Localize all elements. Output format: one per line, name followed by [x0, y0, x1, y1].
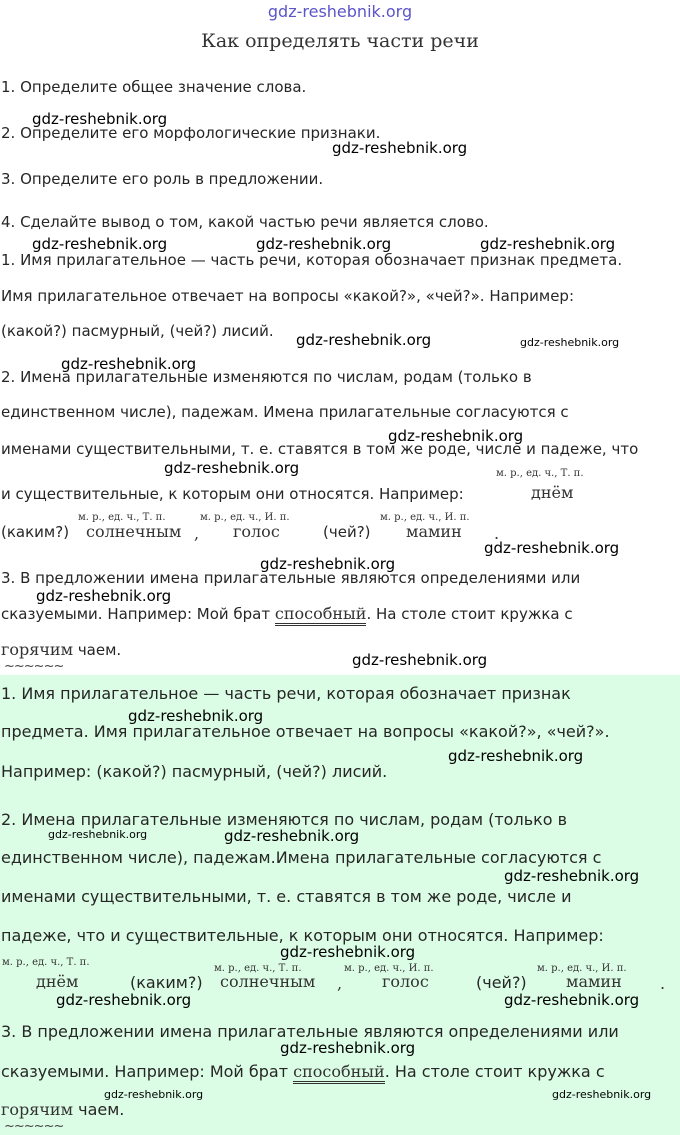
- note-dnem: м. р., ед. ч., Т. п.: [496, 468, 584, 479]
- wavy-underline-goryachim: ~~~~~~: [4, 659, 64, 674]
- a3-line-2: [1, 1062, 605, 1081]
- a-word-chey: (чей?): [476, 973, 527, 992]
- a-word-kakim: (каким?): [130, 973, 203, 992]
- watermark[interactable]: gdz-reshebnik.org: [504, 991, 640, 1009]
- watermark-small[interactable]: gdz-reshebnik.org: [520, 336, 620, 349]
- watermark[interactable]: gdz-reshebnik.org: [388, 427, 524, 445]
- step-2: 2. Определите его морфологические признаки.: [1, 124, 381, 142]
- a3-line-3-end: чаем.: [73, 1100, 125, 1119]
- a-note-solnechnym: м. р., ед. ч., Т. п.: [214, 963, 302, 974]
- a-word-golos: голос: [382, 972, 429, 991]
- a2-line-3: именами существительными, т. е. ставятся в том же роде, числе и: [1, 887, 572, 906]
- watermark[interactable]: gdz-reshebnik.org: [480, 235, 616, 253]
- a3-line-2-start: сказуемыми. Например: Мой брат: [1, 1062, 294, 1081]
- word-chey: (чей?): [323, 523, 371, 541]
- watermark[interactable]: gdz-reshebnik.org: [280, 1039, 416, 1057]
- watermark[interactable]: gdz-reshebnik.org: [56, 991, 192, 1009]
- a-word-mamin: мамин: [566, 972, 622, 991]
- watermark[interactable]: gdz-reshebnik.org: [36, 587, 172, 605]
- a-period: .: [660, 974, 666, 993]
- a2-line-4: падеже, что и существительные, к которым они относятся. Например:: [1, 926, 604, 945]
- watermark[interactable]: gdz-reshebnik.org: [32, 235, 168, 253]
- watermark[interactable]: gdz-reshebnik.org: [296, 331, 432, 349]
- p3-line-2-end: . На столе стоит кружка с: [366, 605, 573, 623]
- word-dnem: днём: [531, 483, 574, 502]
- watermark-small[interactable]: gdz-reshebnik.org: [104, 1088, 204, 1101]
- watermark[interactable]: gdz-reshebnik.org: [164, 459, 300, 477]
- a3-line-2-end: . На столе стоит кружка с: [384, 1062, 605, 1081]
- watermark[interactable]: gdz-reshebnik.org: [484, 539, 620, 557]
- watermark-small[interactable]: gdz-reshebnik.org: [48, 828, 148, 841]
- p2-line-4: и существительные, к которым они относятся. Например:: [1, 485, 464, 503]
- watermark[interactable]: gdz-reshebnik.org: [332, 139, 468, 157]
- a-comma: ,: [337, 974, 343, 993]
- watermark[interactable]: gdz-reshebnik.org: [352, 651, 488, 669]
- note-golos: м. р., ед. ч., И. п.: [200, 512, 290, 523]
- watermark[interactable]: gdz-reshebnik.org: [32, 110, 168, 128]
- p3-line-1: 3. В предложении имена прилагательные являются определениями или: [1, 569, 581, 587]
- watermark[interactable]: gdz-reshebnik.org: [256, 235, 392, 253]
- p1-line-2: Имя прилагательное отвечает на вопросы «какой?», «чей?». Например:: [1, 287, 575, 305]
- a2-line-1: 2. Имена прилагательные изменяются по числам, родам (только в: [1, 810, 568, 829]
- p2-line-3: именами существительными, т. е. ставятся в том же роде, числе и падеже, что: [1, 440, 639, 458]
- a-note-mamin: м. р., ед. ч., И. п.: [537, 963, 627, 974]
- a-wavy-underline-goryachim: ~~~~~~: [4, 1119, 64, 1134]
- p3-line-3-end: чаем.: [73, 641, 122, 659]
- a-word-dnem: днём: [36, 972, 79, 991]
- step-4: 4. Сделайте вывод о том, какой частью речи является слово.: [1, 213, 489, 231]
- p3-line-2: [1, 604, 573, 623]
- step-1: 1. Определите общее значение слова.: [1, 78, 307, 96]
- watermark[interactable]: gdz-reshebnik.org: [504, 867, 640, 885]
- note-solnechnym: м. р., ед. ч., Т. п.: [78, 512, 166, 523]
- page-title: Как определять части речи: [201, 30, 479, 52]
- watermark[interactable]: gdz-reshebnik.org: [448, 747, 584, 765]
- a-word-goryachim: горячим: [1, 1100, 74, 1119]
- watermark[interactable]: gdz-reshebnik.org: [224, 827, 360, 845]
- comma-1: ,: [194, 524, 200, 543]
- p1-line-1: 1. Имя прилагательное — часть речи, которая обозначает признак предмета.: [1, 251, 623, 269]
- period-1: .: [494, 524, 500, 543]
- word-sposobny: способный: [275, 604, 367, 626]
- watermark[interactable]: gdz-reshebnik.org: [280, 943, 416, 961]
- note-mamin: м. р., ед. ч., И. п.: [380, 512, 470, 523]
- watermark[interactable]: gdz-reshebnik.org: [61, 355, 197, 373]
- a-word-sposobny: способный: [293, 1062, 385, 1084]
- a1-line-1: 1. Имя прилагательное — часть речи, которая обозначает признак: [1, 684, 571, 703]
- p1-line-3: (какой?) пасмурный, (чей?) лисий.: [1, 322, 274, 340]
- a3-line-1: 3. В предложении имена прилагательные являются определениями или: [1, 1022, 619, 1041]
- step-3: 3. Определите его роль в предложении.: [1, 170, 324, 188]
- a-note-golos: м. р., ед. ч., И. п.: [344, 963, 434, 974]
- watermark-small[interactable]: gdz-reshebnik.org: [552, 1088, 652, 1101]
- a1-line-3: Например: (какой?) пасмурный, (чей?) лисий.: [1, 762, 388, 781]
- p3-line-2-start: сказуемыми. Например: Мой брат: [1, 605, 275, 623]
- word-kakim: (каким?): [1, 523, 70, 541]
- word-mamin: мамин: [406, 522, 462, 541]
- a-word-solnechnym: солнечным: [220, 972, 316, 991]
- watermark[interactable]: gdz-reshebnik.org: [260, 555, 396, 573]
- word-golos: голос: [233, 522, 280, 541]
- a3-line-3: [1, 1100, 124, 1119]
- p3-line-3: [1, 640, 121, 659]
- watermark[interactable]: gdz-reshebnik.org: [128, 707, 264, 725]
- p2-line-2: единственном числе), падежам. Имена прилагательные согласуются с: [1, 403, 569, 421]
- word-solnechnym: солнечным: [86, 522, 182, 541]
- word-goryachim: горячим: [1, 640, 74, 659]
- site-watermark-top[interactable]: gdz-reshebnik.org: [267, 2, 413, 21]
- a-note-dnem: м. р., ед. ч., Т. п.: [2, 957, 90, 968]
- a1-line-2: предмета. Имя прилагательное отвечает на вопросы «какой?», «чей?».: [1, 722, 610, 741]
- p2-line-1: 2. Имена прилагательные изменяются по числам, родам (только в: [1, 368, 532, 386]
- a2-line-2: единственном числе), падежам.Имена прилагательные согласуются с: [1, 848, 602, 867]
